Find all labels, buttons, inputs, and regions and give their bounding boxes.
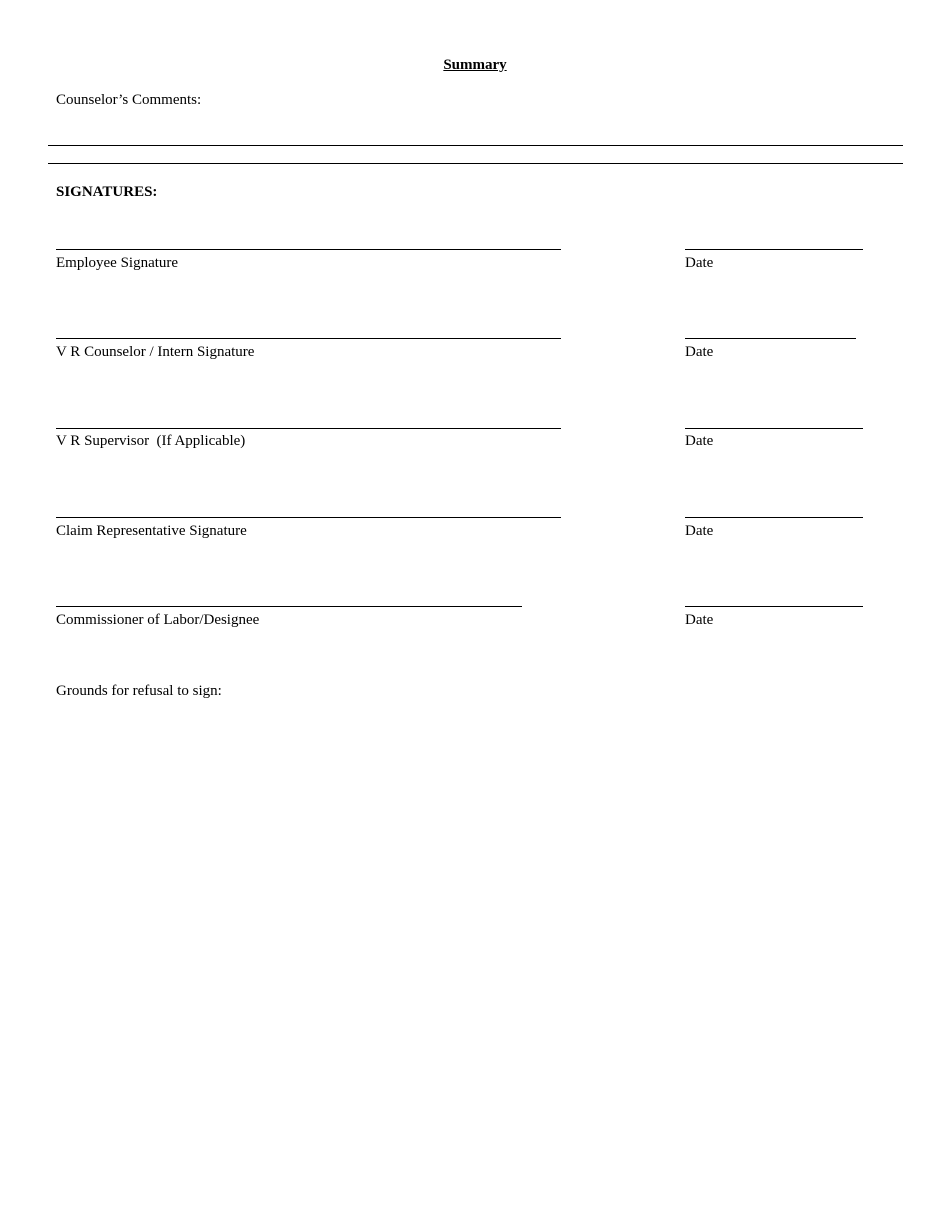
employee-date-label: Date: [685, 255, 714, 271]
commissioner-date-label: Date: [685, 612, 714, 628]
refusal-grounds-label: Grounds for refusal to sign:: [56, 683, 222, 699]
employee-date-line[interactable]: [685, 249, 863, 250]
claim-rep-date-line[interactable]: [685, 517, 863, 518]
counselor-date-line[interactable]: [685, 338, 856, 339]
claim-rep-signature-label: Claim Representative Signature: [56, 523, 247, 539]
page-title: Summary: [443, 57, 507, 73]
counselor-comments-label: Counselor’s Comments:: [56, 92, 202, 108]
commissioner-signature-line[interactable]: [56, 606, 522, 607]
supervisor-signature-line[interactable]: [56, 428, 561, 429]
supervisor-date-label: Date: [685, 433, 714, 449]
counselor-signature-line[interactable]: [56, 338, 561, 339]
employee-signature-line[interactable]: [56, 249, 561, 250]
claim-rep-date-label: Date: [685, 523, 714, 539]
commissioner-signature-label: Commissioner of Labor/Designee: [56, 612, 260, 628]
counselor-signature-label: V R Counselor / Intern Signature: [56, 344, 255, 360]
comment-line[interactable]: [48, 163, 903, 164]
commissioner-date-line[interactable]: [685, 606, 863, 607]
employee-signature-label: Employee Signature: [56, 255, 179, 271]
comment-line[interactable]: [48, 145, 903, 146]
signatures-heading: SIGNATURES:: [56, 184, 158, 200]
counselor-date-label: Date: [685, 344, 714, 360]
supervisor-signature-label: V R Supervisor (If Applicable): [56, 433, 246, 449]
supervisor-date-line[interactable]: [685, 428, 863, 429]
claim-rep-signature-line[interactable]: [56, 517, 561, 518]
